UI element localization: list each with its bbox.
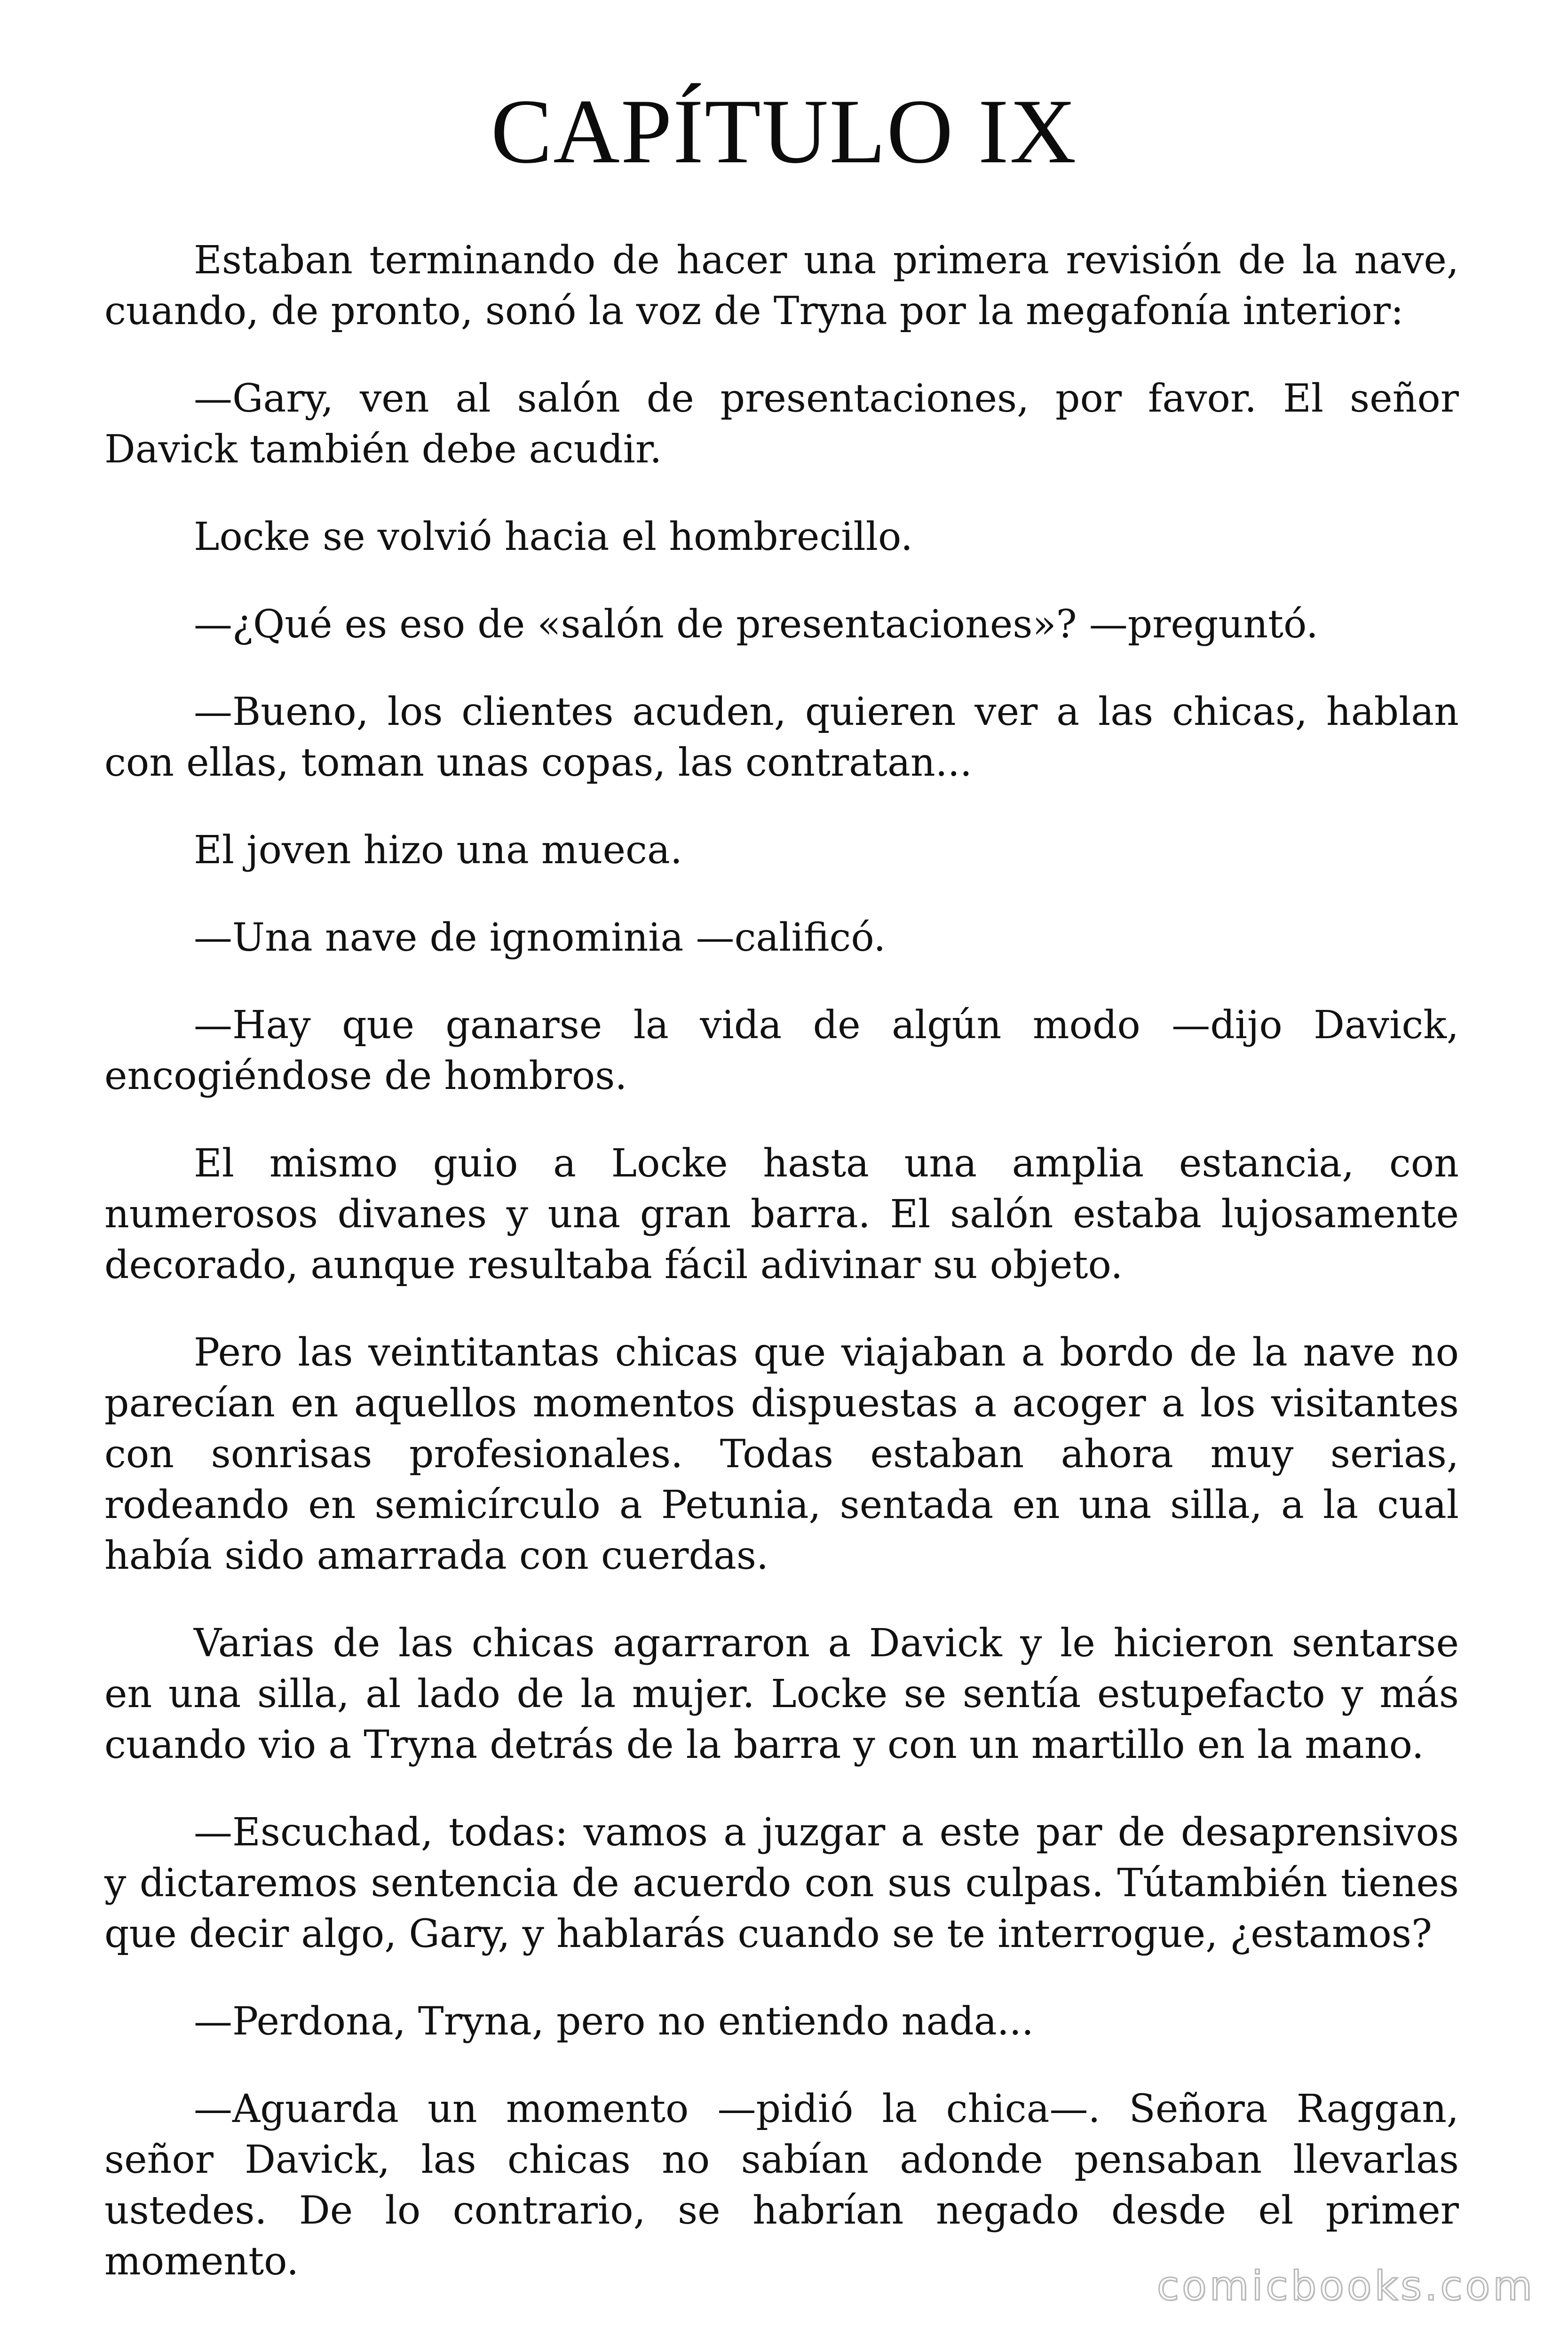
paragraph: —Bueno, los clientes acuden, quieren ver a las chicas, hablan con ellas, toman unas copas, las contratan...: [104, 690, 1459, 785]
paragraph: Pero las veintitantas chicas que viajaban a bordo de la nave no parecían en aquellos momentos dispuestas a acoger a los visitantes con sonrisas profesionales. Todas estaban ahora muy serias, rodeando en semicírculo a Petunia, sentada en una silla, a la cual había sido amarrada con cuerdas.: [104, 1330, 1459, 1578]
watermark: comicbooks.com: [1156, 2263, 1535, 2310]
chapter-text: [104, 235, 1459, 2324]
paragraph: El joven hizo una mueca.: [194, 828, 682, 873]
paragraph: Varias de las chicas agarraron a Davick y le hicieron sentarse en una silla, al lado de la mujer. Locke se sentía estupefacto y más cuando vio a Tryna detrás de la barra y con un martillo en la mano.: [104, 1621, 1459, 1767]
paragraph: —Gary, ven al salón de presentaciones, por favor. El señor Davick también debe acudir.: [104, 376, 1459, 472]
paragraph: —Hay que ganarse la vida de algún modo —dijo Davick, encogiéndose de hombros.: [104, 1003, 1459, 1098]
chapter-title: CAPÍTULO IX: [491, 80, 1077, 183]
paragraph: —Aguarda un momento —pidió la chica—. Señora Raggan, señor Davick, las chicas no sabían adonde pensaban llevarlas ustedes. De lo contrario, se habrían negado desde el primer momento.: [104, 2087, 1459, 2284]
paragraph: Estaban terminando de hacer una primera revisión de la nave, cuando, de pronto, sonó la voz de Tryna por la megafonía interior:: [104, 238, 1459, 334]
paragraph: —Escuchad, todas: vamos a juzgar a este par de desaprensivos y dictaremos sentencia de acuerdo con sus culpas. Tútambién tienes que decir algo, Gary, y hablarás cuando se te interrogue, ¿estamos?: [104, 1810, 1459, 1956]
paragraph: —Una nave de ignominia —calificó.: [194, 915, 886, 960]
paragraph: El mismo guio a Locke hasta una amplia estancia, con numerosos divanes y una gran barra. El salón estaba lujosamente decorado, aunque resultaba fácil adivinar su objeto.: [104, 1141, 1459, 1287]
paragraph: —Perdona, Tryna, pero no entiendo nada...: [194, 1999, 1034, 2044]
paragraph: —¿Qué es eso de «salón de presentaciones»? —preguntó.: [194, 602, 1318, 647]
paragraph: Locke se volvió hacia el hombrecillo.: [194, 515, 913, 559]
